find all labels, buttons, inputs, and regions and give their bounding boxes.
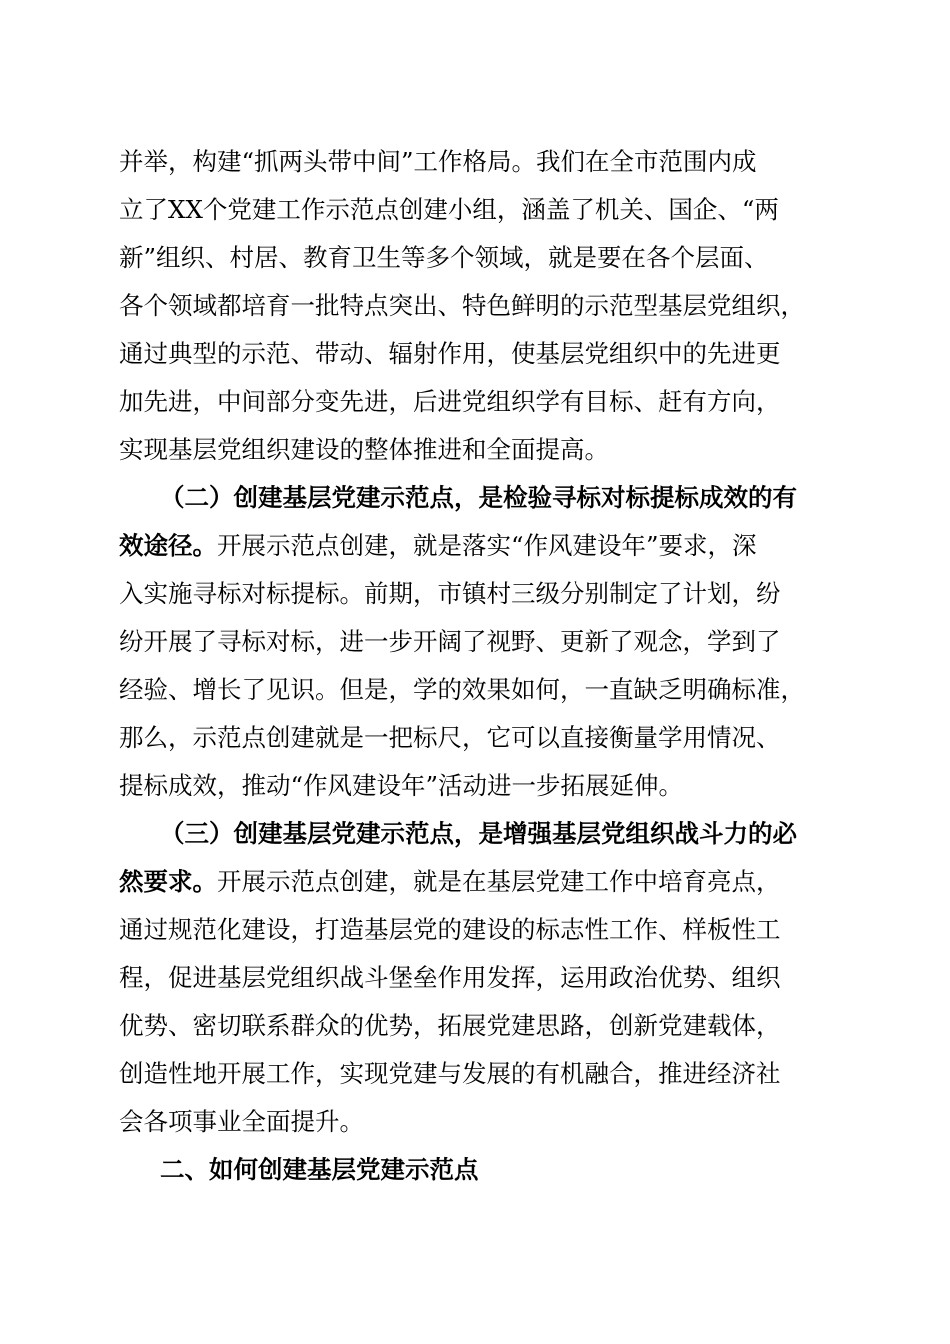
paragraph-2-heading-end: 效途径。 bbox=[119, 531, 217, 560]
text-line: 会各项事业全面提升。 bbox=[119, 1107, 364, 1136]
paragraph-3-line-3 bbox=[0, 906, 950, 954]
paragraph-1-line-7 bbox=[0, 426, 950, 474]
text-line: 通过典型的示范、带动、辐射作用，使基层党组织中的先进更 bbox=[119, 339, 781, 368]
paragraph-3-line-2 bbox=[0, 858, 950, 906]
text-line: 开展示范点创建，就是在基层党建工作中培育亮点， bbox=[217, 867, 781, 896]
paragraph-3-line-6 bbox=[0, 1050, 950, 1098]
text-line: 那么，示范点创建就是一把标尺，它可以直接衡量学用情况、 bbox=[119, 723, 781, 752]
paragraph-2-line-2 bbox=[0, 522, 950, 570]
paragraph-3-line-5 bbox=[0, 1002, 950, 1050]
paragraph-1-line-3 bbox=[0, 234, 950, 282]
paragraph-1-line-4 bbox=[0, 282, 950, 330]
paragraph-3-heading-end: 然要求。 bbox=[119, 867, 217, 896]
text-line: 提标成效，推动“作风建设年”活动进一步拓展延伸。 bbox=[119, 771, 684, 800]
text-line: 入实施寻标对标提标。前期，市镇村三级分别制定了计划，纷 bbox=[119, 579, 781, 608]
text-line: 优势、密切联系群众的优势，拓展党建思路，创新党建载体， bbox=[119, 1011, 781, 1040]
text-line: 开展示范点创建，就是落实“作风建设年”要求，深 bbox=[217, 531, 757, 560]
text-line: 加先进，中间部分变先进，后进党组织学有目标、赶有方向， bbox=[119, 387, 781, 416]
text-line: 程，促进基层党组织战斗堡垒作用发挥，运用政治优势、组织 bbox=[119, 963, 781, 992]
paragraph-1-line-2 bbox=[0, 186, 950, 234]
text-line: 各个领域都培育一批特点突出、特色鲜明的示范型基层党组织， bbox=[119, 291, 805, 320]
text-line: 实现基层党组织建设的整体推进和全面提高。 bbox=[119, 435, 609, 464]
paragraph-2-line-5 bbox=[0, 666, 950, 714]
paragraph-2-line-3 bbox=[0, 570, 950, 618]
paragraph-3-heading: （三）创建基层党建示范点，是增强基层党组织战斗力的必 bbox=[160, 819, 797, 848]
paragraph-1-line-6 bbox=[0, 378, 950, 426]
paragraph-1-line-5 bbox=[0, 330, 950, 378]
paragraph-2-line-4 bbox=[0, 618, 950, 666]
paragraph-2-line-1 bbox=[0, 474, 950, 522]
paragraph-2-line-6 bbox=[0, 714, 950, 762]
text-line: 创造性地开展工作，实现党建与发展的有机融合，推进经济社 bbox=[119, 1059, 781, 1088]
paragraph-2-heading: （二）创建基层党建示范点，是检验寻标对标提标成效的有 bbox=[160, 483, 797, 512]
paragraph-3-line-4 bbox=[0, 954, 950, 1002]
section-heading-line bbox=[0, 1146, 950, 1194]
text-line: 纷开展了寻标对标，进一步开阔了视野、更新了观念，学到了 bbox=[119, 627, 781, 656]
text-line: 立了XX个党建工作示范点创建小组，涵盖了机关、国企、“两 bbox=[119, 195, 779, 224]
paragraph-1-line-1 bbox=[0, 138, 950, 186]
section-heading: 二、如何创建基层党建示范点 bbox=[160, 1155, 479, 1184]
paragraph-3-line-7 bbox=[0, 1098, 950, 1146]
text-line: 并举，构建“抓两头带中间”工作格局。我们在全市范围内成 bbox=[119, 147, 757, 176]
paragraph-3-line-1 bbox=[0, 810, 950, 858]
text-line: 经验、增长了见识。但是，学的效果如何，一直缺乏明确标准， bbox=[119, 675, 805, 704]
text-line: 通过规范化建设，打造基层党的建设的标志性工作、样板性工 bbox=[119, 915, 781, 944]
paragraph-2-line-7 bbox=[0, 762, 950, 810]
text-line: 新”组织、村居、教育卫生等多个领域，就是要在各个层面、 bbox=[119, 243, 769, 272]
